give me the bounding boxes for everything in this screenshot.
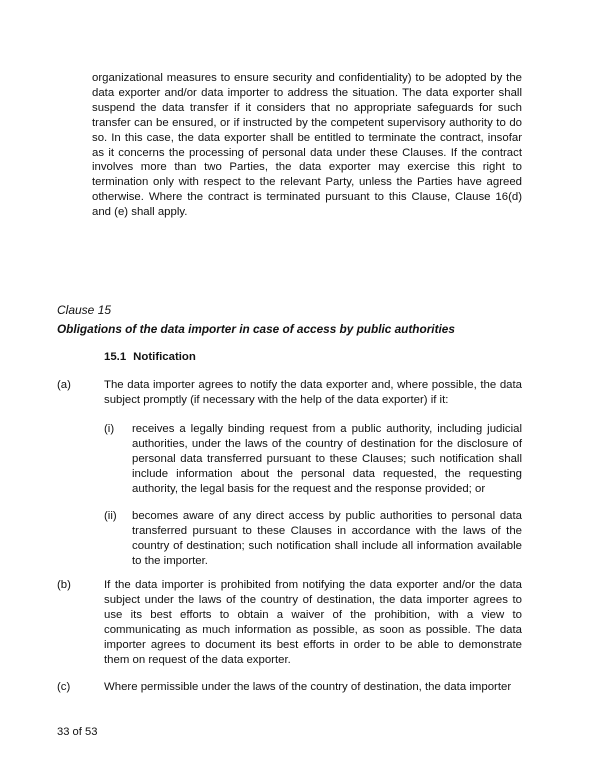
section-heading <box>104 351 196 363</box>
page-number: 33 of 53 <box>57 726 98 738</box>
item-c-text: Where permissible under the laws of the country of destination, the data importer <box>104 681 512 693</box>
intro-paragraph: organizational measures to ensure security and confidentiality) to be adopted by the data exporter and/or data importer to address the situation. The data exporter shall suspend the data transfer if it considers that no appropriate safeguards for such transfer can be ensured, or if instructed by the competent supervisory authority to do so. In this case, the data exporter shall be entitled to terminate the contract, insofar as it concerns the processing of personal data under these Clauses. If the contract involves more than two Parties, the data exporter may exercise this right to termination only with respect to the relevant Party, unless the Parties have agreed otherwise. Where the contract is terminated pursuant to this Clause, Clause 16(d) and (e) shall apply. <box>92 72 522 219</box>
item-b-text: If the data importer is prohibited from notifying the data exporter and/or the data subject under the laws of the country of destination, the data importer agrees to use its best efforts to obtain a waiver of the prohibition, with a view to communicating as much information as possible, as soon as possible. The data importer agrees to document its best efforts in order to be able to demonstrate them on request of the data exporter. <box>104 579 522 666</box>
section-number: 15.1 <box>104 351 127 363</box>
section-title: Notification <box>133 351 196 363</box>
item-b-label: (b) <box>57 579 71 591</box>
item-a-ii-label: (ii) <box>104 510 117 522</box>
item-a-i-label: (i) <box>104 423 115 435</box>
item-a-text: The data importer agrees to notify the data exporter and, where possible, the data subject promptly (if necessary with the help of the data exporter) if it: <box>104 379 522 406</box>
clause-title: Obligations of the data importer in case of access by public authorities <box>57 322 455 336</box>
clause-number: Clause 15 <box>57 303 112 317</box>
item-a-label: (a) <box>57 379 71 391</box>
item-a-ii-text: becomes aware of any direct access by public authorities to personal data transferred pursuant to these Clauses in accordance with the laws of the country of destination; such notification shall include all information available to the importer. <box>132 510 522 567</box>
item-c-label: (c) <box>57 681 71 693</box>
item-a-i-text: receives a legally binding request from a public authority, including judicial authorities, under the laws of the country of destination for the disclosure of personal data transferred pursuant to these Clauses; such notification shall include information about the personal data requested, the requesting authority, the legal basis for the request and the response provided; or <box>132 423 522 495</box>
